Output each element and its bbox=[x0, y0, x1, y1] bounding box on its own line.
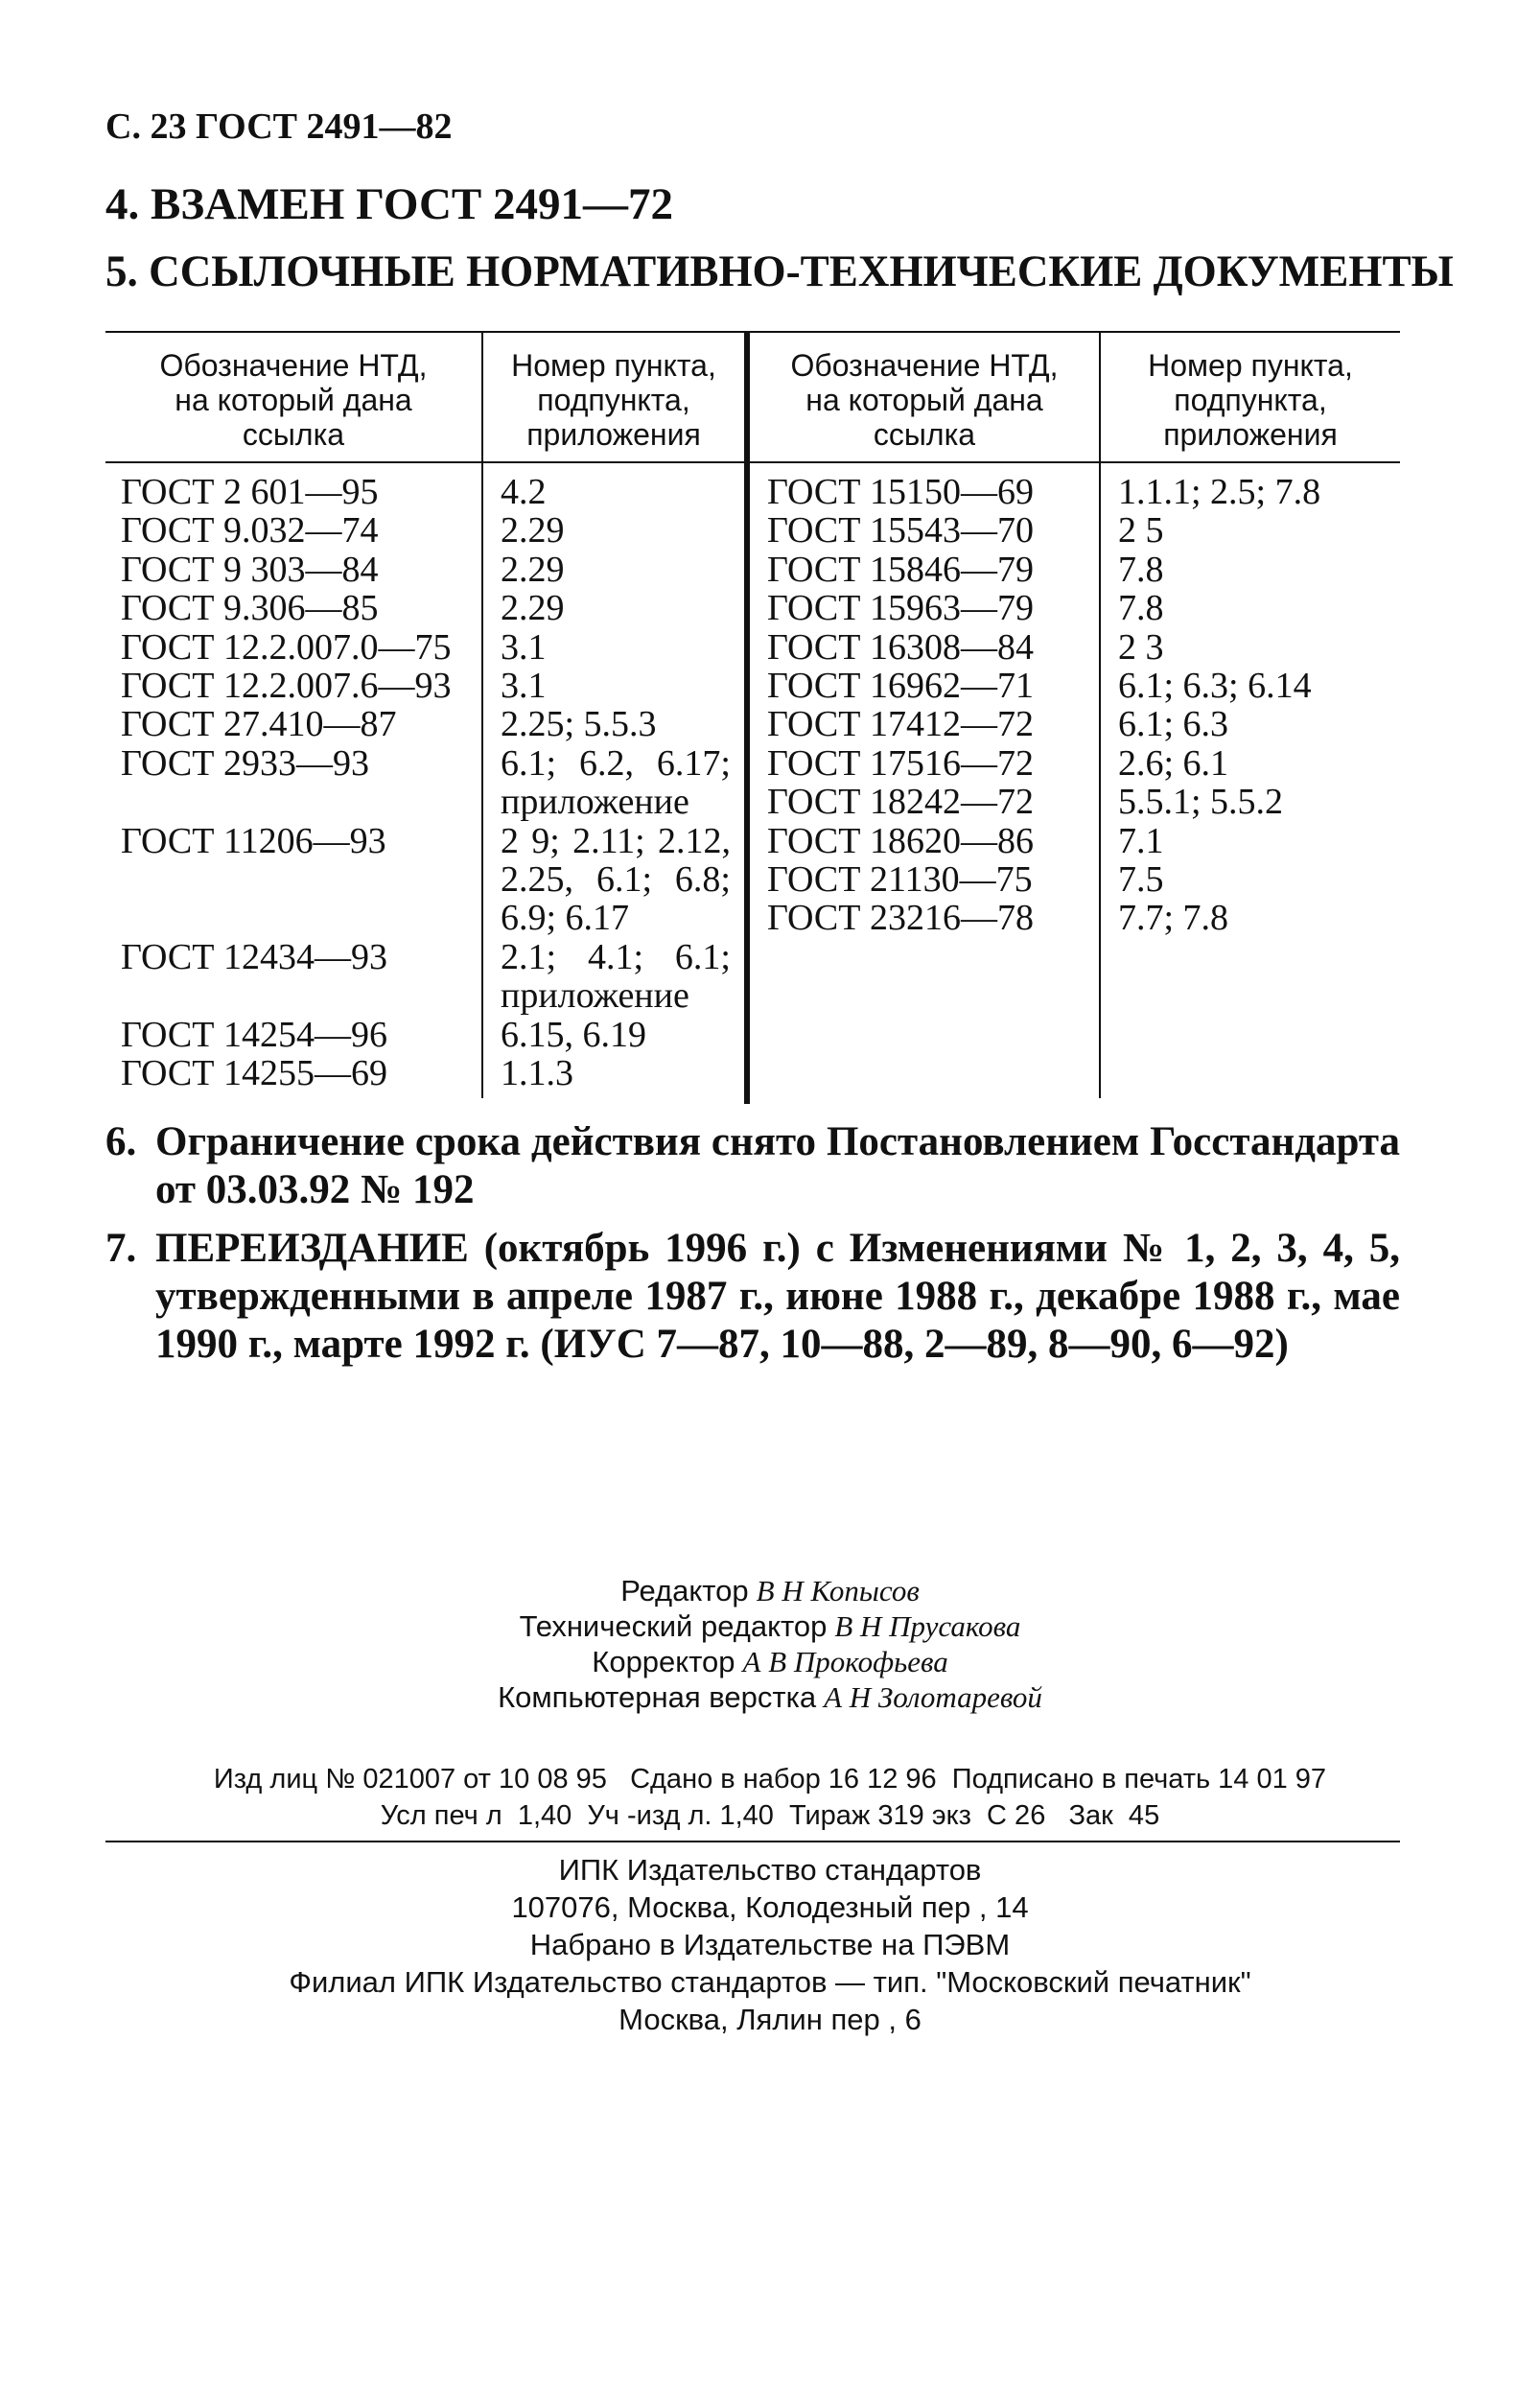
column-left-items bbox=[501, 473, 731, 1093]
header-item-right: Номер пункта, подпункта, приложения bbox=[1148, 348, 1353, 452]
table-cell-ntd: ГОСТ 16308—84 bbox=[767, 626, 1034, 668]
credit-line: Корректор А В Прокофьева bbox=[592, 1645, 948, 1678]
table-cell-ntd: ГОСТ 17412—72 bbox=[767, 704, 1034, 745]
table-cell-item: 6.1; 6.3; 6.14 bbox=[1118, 666, 1312, 707]
publisher-line: Москва, Лялин пер , 6 bbox=[618, 2003, 922, 2036]
table-cell-item: 2.25, 6.1; 6.8; bbox=[501, 859, 731, 901]
table-cell-ntd: ГОСТ 12.2.007.6—93 bbox=[121, 666, 452, 707]
item-7 bbox=[105, 1225, 1400, 1369]
table-cell-item: 2.29 bbox=[501, 510, 565, 551]
table-cell-ntd: ГОСТ 9.306—85 bbox=[121, 588, 379, 629]
table-cell-item: 2.25; 5.5.3 bbox=[501, 704, 657, 745]
table-cell-item: 4.2 bbox=[501, 472, 547, 512]
table-cell-ntd: ГОСТ 14254—96 bbox=[121, 1014, 387, 1055]
credits-block bbox=[0, 1573, 1540, 1715]
section-5-heading bbox=[105, 246, 1509, 297]
table-cell-ntd: ГОСТ 17516—72 bbox=[767, 742, 1034, 784]
table-cell-ntd: ГОСТ 15963—79 bbox=[767, 588, 1034, 629]
table-header-rule bbox=[105, 461, 1400, 463]
table-cell-ntd: ГОСТ 18242—72 bbox=[767, 782, 1034, 823]
imprint-rule bbox=[105, 1841, 1400, 1842]
table-cell-item: 3.1 bbox=[501, 666, 547, 707]
imprint-block bbox=[0, 1761, 1540, 1834]
table-cell-ntd: ГОСТ 15543—70 bbox=[767, 510, 1034, 551]
table-cell-ntd: ГОСТ 16962—71 bbox=[767, 666, 1034, 707]
table-cell-item: приложение bbox=[501, 975, 689, 1017]
item-7-number: 7. bbox=[105, 1226, 137, 1271]
table-cell-ntd: ГОСТ 15150—69 bbox=[767, 472, 1034, 512]
header-ntd-right: Обозначение НТД, на который дана ссылка bbox=[790, 348, 1059, 452]
table-cell-item: 3.1 bbox=[501, 626, 547, 668]
table-cell-item: 6.9; 6.17 bbox=[501, 898, 630, 939]
item-7-text: ПЕРЕИЗДАНИЕ (октябрь 1996 г.) с Изменениями № 1, 2, 3, 4, 5, утвержденными в апреле 1987 г., июне 1988 г., декабре 1988 г., мае 1990 г., марте 1992 г. (ИУС 7—87, 10—88, 2—89, 8—90, 6—92) bbox=[155, 1226, 1400, 1367]
table-cell-item: 7.8 bbox=[1118, 588, 1164, 629]
table-cell-ntd: ГОСТ 11206—93 bbox=[121, 820, 386, 861]
publisher-line: 107076, Москва, Колодезный пер , 14 bbox=[511, 1890, 1029, 1924]
item-6 bbox=[105, 1118, 1400, 1214]
table-cell-ntd: ГОСТ 27.410—87 bbox=[121, 704, 397, 745]
publisher-block bbox=[0, 1851, 1540, 2038]
section-5-title: ССЫЛОЧНЫЕ НОРМАТИВНО-ТЕХНИЧЕСКИЕ ДОКУМЕНТЫ bbox=[149, 246, 1454, 296]
item-6-number: 6. bbox=[105, 1119, 137, 1164]
table-cell-ntd: ГОСТ 23216—78 bbox=[767, 898, 1034, 939]
page-header: С. 23 ГОСТ 2491—82 bbox=[105, 106, 453, 147]
table-cell-item: 6.1; 6.2, 6.17; bbox=[501, 742, 731, 784]
publisher-line: ИПК Издательство стандартов bbox=[558, 1853, 982, 1887]
table-cell-item: 6.1; 6.3 bbox=[1118, 704, 1229, 745]
publisher-line: Набрано в Издательстве на ПЭВМ bbox=[529, 1928, 1011, 1961]
table-cell-ntd: ГОСТ 14255—69 bbox=[121, 1053, 387, 1094]
table-cell-item: 1.1.1; 2.5; 7.8 bbox=[1118, 472, 1321, 512]
header-item-left: Номер пункта, подпункта, приложения bbox=[511, 348, 716, 452]
table-cell-ntd: ГОСТ 15846—79 bbox=[767, 549, 1034, 590]
header-ntd-left: Обозначение НТД, на который дана ссылка bbox=[159, 348, 428, 452]
table-cell-ntd bbox=[121, 976, 452, 1015]
item-6-text: Ограничение срока действия снято Постановлением Госстандарта от 03.03.92 № 192 bbox=[155, 1119, 1400, 1212]
table-cell-item: 1.1.3 bbox=[501, 1053, 573, 1094]
table-cell-item: 2.29 bbox=[501, 549, 565, 590]
table-cell-ntd bbox=[121, 783, 452, 821]
column-right-ntd bbox=[767, 473, 1034, 938]
table-cell-ntd bbox=[121, 860, 452, 899]
credit-line: Технический редактор В Н Прусакова bbox=[519, 1609, 1021, 1643]
table-cell-ntd: ГОСТ 18620—86 bbox=[767, 820, 1034, 861]
table-cell-ntd: ГОСТ 12434—93 bbox=[121, 936, 387, 977]
section-4-title: ВЗАМЕН ГОСТ 2491—72 bbox=[151, 179, 674, 229]
section-5-number: 5. bbox=[105, 246, 138, 296]
table-cell-ntd bbox=[121, 899, 452, 937]
table-cell-ntd: ГОСТ 21130—75 bbox=[767, 859, 1033, 901]
table-cell-ntd: ГОСТ 9 303—84 bbox=[121, 549, 379, 590]
column-right-items bbox=[1118, 473, 1320, 938]
imprint-line: Изд лиц № 021007 от 10 08 95 Сдано в набор 16 12 96 Подписано в печать 14 01 97 bbox=[213, 1764, 1327, 1795]
table-cell-ntd: ГОСТ 2933—93 bbox=[121, 742, 369, 784]
table-cell-ntd: ГОСТ 2 601—95 bbox=[121, 472, 379, 512]
table-cell-item: 5.5.1; 5.5.2 bbox=[1118, 782, 1284, 823]
section-4-number: 4. bbox=[105, 179, 140, 229]
table-cell-item: 2.29 bbox=[501, 588, 565, 629]
publisher-line: Филиал ИПК Издательство стандартов — тип. "Московский печатник" bbox=[289, 1965, 1251, 1999]
imprint-line: Усл печ л 1,40 Уч -изд л. 1,40 Тираж 319 экз С 26 Зак 45 bbox=[380, 1800, 1160, 1831]
table-cell-item: приложение bbox=[501, 782, 689, 823]
table-cell-item: 7.1 bbox=[1118, 820, 1164, 861]
table-cell-item: 2 9; 2.11; 2.12, bbox=[501, 820, 731, 861]
table-cell-item: 2 3 bbox=[1118, 626, 1164, 668]
credit-line: Редактор В Н Копысов bbox=[620, 1574, 920, 1607]
table-cell-item: 2.1; 4.1; 6.1; bbox=[501, 936, 731, 977]
table-top-rule bbox=[105, 331, 1400, 333]
table-cell-item: 6.15, 6.19 bbox=[501, 1014, 646, 1055]
table-cell-item: 7.8 bbox=[1118, 549, 1164, 590]
credit-line: Компьютерная верстка А Н Золотаревой bbox=[498, 1680, 1042, 1714]
table-cell-item: 2 5 bbox=[1118, 510, 1164, 551]
table-cell-item: 7.7; 7.8 bbox=[1118, 898, 1229, 939]
column-left-ntd bbox=[121, 473, 452, 1093]
table-cell-item: 2.6; 6.1 bbox=[1118, 742, 1229, 784]
table-cell-ntd: ГОСТ 12.2.007.0—75 bbox=[121, 626, 452, 668]
table-cell-item: 7.5 bbox=[1118, 859, 1164, 901]
table-cell-ntd: ГОСТ 9.032—74 bbox=[121, 510, 379, 551]
section-4-heading bbox=[105, 178, 673, 230]
